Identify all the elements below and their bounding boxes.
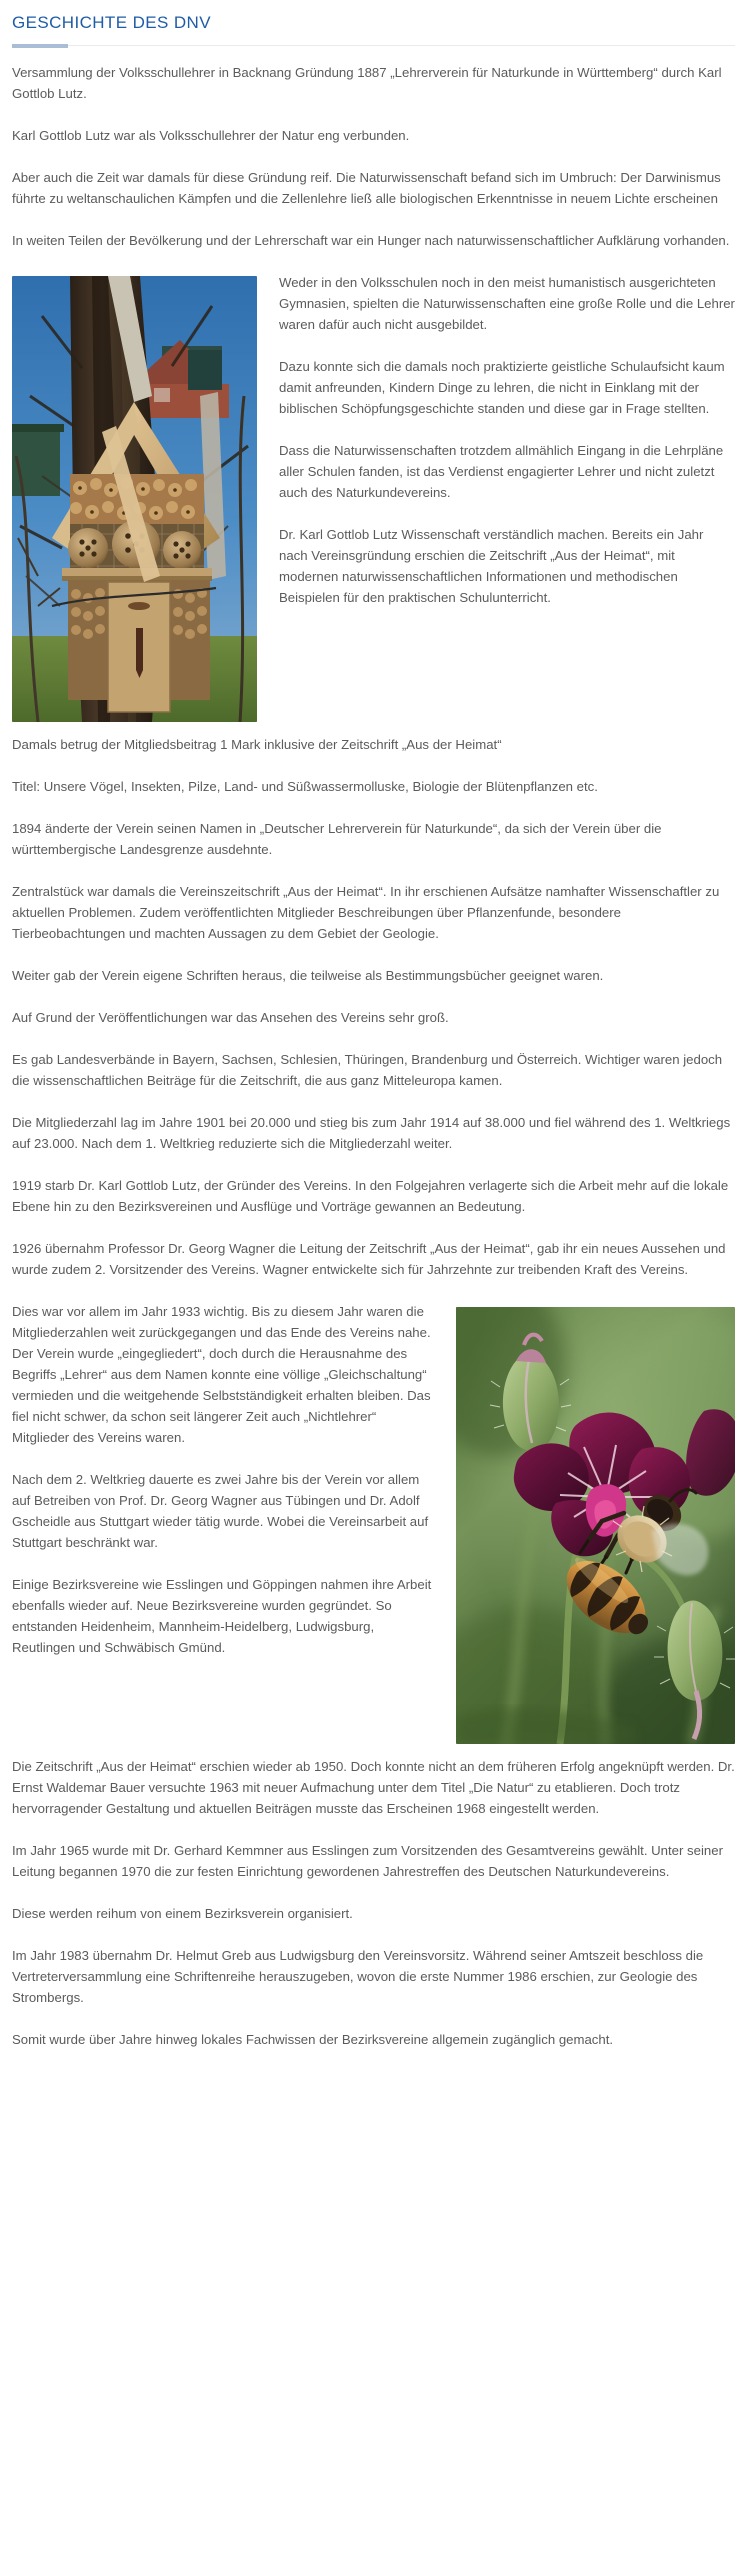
insect-hotel-figure [12,276,257,722]
paragraph-9: Damals betrug der Mitgliedsbeitrag 1 Mark inklusive der Zeitschrift „Aus der Heimat“ [12,737,502,753]
bee-on-flower-figure [456,1307,735,1744]
paragraph-10: Titel: Unsere Vögel, Insekten, Pilze, Land- und Süßwassermolluske, Biologie der Blütenpflanzen etc. [12,779,598,795]
paragraph-17: 1919 starb Dr. Karl Gottlob Lutz, der Gründer des Vereins. In den Folgejahren verlagerte sich die Arbeit mehr auf die lokale Ebene hin zu den Bezirksvereinen und Ausflüge und Vorträge gewannen an Bedeutung. [12,1178,729,1215]
paragraph-8: Dr. Karl Gottlob Lutz Wissenschaft verständlich machen. Bereits ein Jahr nach Vereinsgründung erschien die Zeitschrift „Aus der Heimat“, mit modernen naturwissenschaftlichen Informationen und methodischen Beispielen für den praktischen Schulunterricht. [279,527,704,606]
paragraph-19: Dies war vor allem im Jahr 1933 wichtig. Bis zu diesem Jahr waren die Mitgliederzahlen weit zurückgegangen und das Ende des Vereins nahe. Der Verein wurde „eingegliedert“, doch durch die Herausnahme des Begriffs „Lehrer“ aus dem Namen konnte eine völlige „Gleichschaltung“ vermieden und die weitgehende Selbstständigkeit erhalten bleiben. Das fiel nicht schwer, da schon seit längerer Zeit auch „Nichtlehrer“ Mitglieder des Vereins waren. [12,1304,431,1446]
paragraph-25: Im Jahr 1983 übernahm Dr. Helmut Greb aus Ludwigsburg den Vereinsvorsitz. Während seiner Amtszeit beschloss die Vertreterversammlung eine Schriftenreihe herauszugeben, wovon die erste Nummer 1986 erschien, zur Geologie des Strombergs. [12,1948,704,2006]
page-title: GESCHICHTE DES DNV [12,13,211,32]
paragraph-2: Karl Gottlob Lutz war als Volksschullehrer der Natur eng verbunden. [12,128,410,144]
insect-hotel-section [11,272,735,734]
paragraph-7: Dass die Naturwissenschaften trotzdem allmählich Eingang in die Lehrpläne aller Schulen fanden, ist das Verdienst engagierter Lehrer und nicht zuletzt auch des Naturkundevereins. [279,443,724,501]
paragraph-4: In weiten Teilen der Bevölkerung und der Lehrerschaft war ein Hunger nach naturwissenschaftlicher Aufklärung vorhanden. [12,233,730,249]
paragraph-11: 1894 änderte der Verein seinen Namen in „Deutscher Lehrerverein für Naturkunde“, da sich der Verein über die württembergische Landesgrenze ausdehnte. [12,821,662,858]
paragraph-26: Somit wurde über Jahre hinweg lokales Fachwissen der Bezirksvereine allgemein zugänglich gemacht. [12,2032,614,2048]
paragraph-16: Die Mitgliederzahl lag im Jahre 1901 bei 20.000 und stieg bis zum Jahr 1914 auf 38.000 und fiel während des 1. Weltkriegs auf 23.000. Nach dem 1. Weltkrieg reduzierte sich die Mitgliederzahl weiter. [12,1115,731,1152]
paragraph-12: Zentralstück war damals die Vereinszeitschrift „Aus der Heimat“. In ihr erschienen Aufsätze namhafter Wissenschaftler zu aktuellen Problemen. Zudem veröffentlichten Mitglieder Beschreibungen über Pflanzenfunde, besondere Tierbeobachtungen und machten Aussagen zu dem Gebiet der Geologie. [12,884,720,942]
paragraph-6: Dazu konnte sich die damals noch praktizierte geistliche Schulaufsicht kaum damit anfreunden, Kindern Dinge zu lehren, die nicht in Einklang mit der biblischen Schöpfungsgeschichte standen und diese gar in Frage stellten. [279,359,725,417]
paragraph-18: 1926 übernahm Professor Dr. Georg Wagner die Leitung der Zeitschrift „Aus der Heimat“, gab ihr ein neues Aussehen und wurde zudem 2. Vorsitzender des Vereins. Wagner entwickelte sich für Jahrzehnte zur treibenden Kraft des Vereins. [12,1241,726,1278]
paragraph-15: Es gab Landesverbände in Bayern, Sachsen, Schlesien, Thüringen, Brandenburg und Österreich. Wichtiger waren jedoch die wissenschaftlichen Beiträge für die Zeitschrift, die aus ganz Mitteleuropa kamen. [12,1052,723,1089]
paragraph-5: Weder in den Volksschulen noch in den meist humanistisch ausgerichteten Gymnasien, spielten die Naturwissenschaften eine große Rolle und die Lehrer waren dafür auch nicht ausgebildet. [279,275,735,333]
paragraph-13: Weiter gab der Verein eigene Schriften heraus, die teilweise als Bestimmungsbücher geeignet waren. [12,968,604,984]
paragraph-22: Die Zeitschrift „Aus der Heimat“ erschien wieder ab 1950. Doch konnte nicht an dem früheren Erfolg angeknüpft werden. Dr. Ernst Waldemar Bauer versuchte 1963 mit neuer Aufmachung unter dem Titel „Die Natur“ zu etablieren. Doch trotz hervorragender Gestaltung und aktuellen Beiträgen musste das Erscheinen 1968 eingestellt werden. [12,1759,735,1817]
bee-flower-section [11,1301,735,1756]
paragraph-1: Versammlung der Volksschullehrer in Backnang Gründung 1887 „Lehrerverein für Naturkunde in Württemberg“ durch Karl Gottlob Lutz. [12,65,722,102]
paragraph-24: Diese werden reihum von einem Bezirksverein organisiert. [12,1906,353,1922]
insect-hotel-image [12,276,257,722]
paragraph-3: Aber auch die Zeit war damals für diese Gründung reif. Die Naturwissenschaft befand sich im Umbruch: Der Darwinismus führte zu weltanschaulichen Kämpfen und die Zellenlehre ließ alle biologischen Erkenntnisse in neuem Lichte erscheinen [12,170,721,207]
bee-on-flower-image [456,1307,735,1744]
paragraph-21: Einige Bezirksvereine wie Esslingen und Göppingen nahmen ihre Arbeit ebenfalls wieder auf. Neue Bezirksvereine wurden gegründet. So entstanden Heidenheim, Mannheim-Heidelberg, Ludwigsburg, Reutlingen und Schwäbisch Gmünd. [12,1577,432,1656]
paragraph-14: Auf Grund der Veröffentlichungen war das Ansehen des Vereins sehr groß. [12,1010,449,1026]
paragraph-20: Nach dem 2. Weltkrieg dauerte es zwei Jahre bis der Verein vor allem auf Betreiben von Prof. Dr. Georg Wagner aus Tübingen und Dr. Adolf Gscheidle aus Stuttgart wieder tätig wurde. Wobei die Vereinsarbeit auf Stuttgart beschränkt war. [12,1472,429,1551]
title-divider [12,45,735,46]
paragraph-23: Im Jahr 1965 wurde mit Dr. Gerhard Kemmner aus Esslingen zum Vorsitzenden des Gesamtvereins gewählt. Unter seiner Leitung begannen 1970 die zur festen Einrichtung gewordenen Jahrestreffen des Deutschen Naturkundevereins. [12,1843,723,1880]
